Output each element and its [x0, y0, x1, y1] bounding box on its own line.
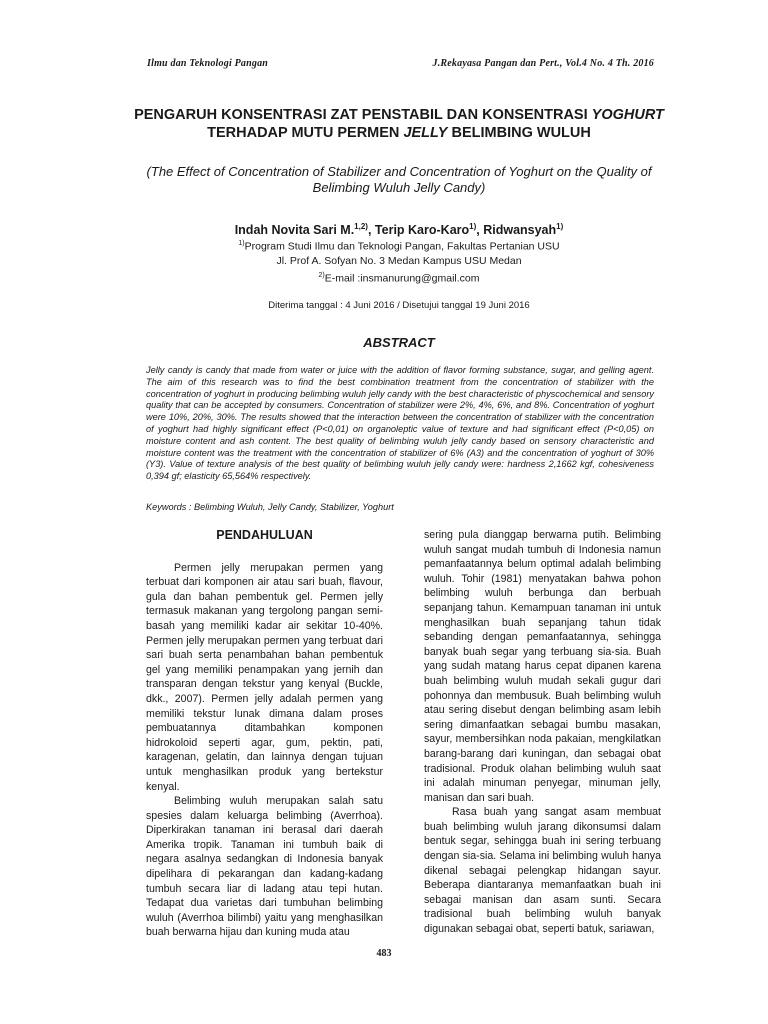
left-column [146, 528, 383, 940]
header-journal-section: Ilmu dan Teknologi Pangan [147, 58, 269, 69]
page-number: 483 [376, 948, 392, 959]
header-journal-citation: J.Rekayasa Pangan dan Pert., Vol.4 No. 4 Th. 2016 [432, 58, 654, 69]
abstract-body: Jelly candy is candy that made from water or juice with the addition of flavor forming substance, sugar, and gelling agent. The aim of this research was to find the best combination treatment from the concentration of stabilizer with the concentration of yoghurt in producing belimbing wuluh jelly candy with the best characteristic of physcochemical and sensory quality that can be accepted by consumers. Concentration of stabilizer were 2%, 4%, 6%, and 8%. Concentration of yoghurt were 10%, 20%, 30%. The results showed that the interaction between the concentration of stabilizer with the concentration of yoghurt had highly significant effect (P<0,01) on organoleptic value of texture and had significant effect (P<0,05) on moisture content and ash content. The best quality of belimbing wuluh jelly candy based on sensory characteristic and moisture content was the treatment with the concentration of stabilizer of 6% (A3) and the concentration of yoghurt of 30% (Y3). Value of texture analysis of the best quality of belimbing wuluh jelly candy were: hardness 2,1662 kgf, cohesiveness 0,394 gf; elasticity 65,564% respectively. [146, 365, 654, 482]
title-line-2: TERHADAP MUTU PERMEN JELLY BELIMBING WULUH [207, 125, 591, 141]
author-list: Indah Novita Sari M.$^{1,2)}$, Terip Karo-Karo$^{1)}$, Ridwansyah$^{1)}$ [234, 222, 564, 238]
paragraph: Permen jelly merupakan permen yang terbuat dari komponen air atau sari buah, flavour, gula dan bahan pembentuk gel. Permen jelly termasuk makanan yang tergolong pangan semi-basah yang memiliki kadar air sekitar 10-40%. Permen jelly merupakan permen yang terbuat dari sari buah serta penambahan bahan pembentuk gel yang memiliki penampakan yang jernih dan transparan dengan tekstur yang kenyal (Buckle, dkk., 2007). Permen jelly adalah permen yang memiliki tekstur lunak dimana dalam proses pembuatannya ditambahkan komponen hidrokoloid seperti agar, gum, pektin, pati, karagenan, gelatin, dan lainnya dengan tujuan untuk menghasilkan produk yang bertekstur kenyal. [146, 561, 383, 793]
affiliation-line-2: Jl. Prof A. Sofyan No. 3 Medan Kampus USU Medan [276, 255, 522, 267]
right-column [424, 528, 661, 937]
paragraph: sering pula dianggap berwarna putih. Belimbing wuluh sangat mudah tumbuh di Indonesia namun pemanfaatannya belum optimal adalah belimbing wuluh. Tohir (1981) menyatakan bahwa pohon belimbing wuluh berbunga dan berbuah sepanjang tahun. Kemampuan tanaman ini untuk menghasilkan buah sepanjang tahun tidak sebanding dengan pemanfaatannya, sehingga banyak buah segar yang terbuang sia-sia. Buah yang sudah matang harus cepat dipanen karena buah belimbing wuluh mudah sekali gugur dari pohonnya dan membusuk. Buah belimbing wuluh atau sering disebut dengan belimbing asam lebih sering dimanfaatkan sebagai bumbu masakan, sayur, membersihkan noda pakaian, mengkilatkan barang-barang dari kuningan, dan sebagai obat tradisional. Produk olahan belimbing wuluh saat ini adalah minuman penyegar, minuman jelly, manisan dan sari buah. [424, 529, 661, 804]
running-header [147, 58, 654, 69]
keywords: Keywords : Belimbing Wuluh, Jelly Candy, Stabilizer, Yoghurt [146, 502, 394, 512]
received-accepted-dates: Diterima tanggal : 4 Juni 2016 / Disetujui tanggal 19 Juni 2016 [268, 300, 530, 311]
paragraph: Rasa buah yang sangat asam membuat buah belimbing wuluh jarang dikonsumsi dalam bentuk segar, sehingga buah ini sering terbuang dengan sia-sia. Selama ini belimbing wuluh hanya dikenal sebagai pelengkap hidangan sayur. Beberapa diantaranya memanfaatkan buah ini sebagai manisan dan asam sunti. Secara tradisional buah belimbing wuluh banyak digunakan sebagai obat, seperti batuk, sariawan, [424, 806, 661, 936]
title-line-1: PENGARUH KONSENTRASI ZAT PENSTABIL DAN KONSENTRASI YOGHURT [134, 107, 664, 123]
paper-title [110, 106, 688, 142]
email-line: $^{2)}$E-mail :insmanurung@gmail.com [318, 271, 480, 284]
affiliation-line-1: $^{1)}$Program Studi Ilmu dan Teknologi Pangan, Fakultas Pertanian USU [238, 240, 560, 253]
paragraph: Belimbing wuluh merupakan salah satu spesies dalam keluarga belimbing (Averrhoa). Diperkirakan tanaman ini berasal dari daerah Amerika tropik. Tanaman ini tumbuh baik di negara asalnya sedangkan di Indonesia banyak dipelihara di pekarangan dan kadang-kadang tumbuh secara liar di ladang atau tepi hutan. Tedapat dua varietas dari tumbuhan belimbing wuluh (Averrhoa bilimbi) yaitu yang menghasilkan buah berwarna hijau dan kuning muda atau [146, 795, 383, 939]
section-heading-pendahuluan: PENDAHULUAN [216, 528, 313, 542]
abstract-heading: ABSTRACT [363, 335, 435, 350]
english-title: (The Effect of Concentration of Stabilizer and Concentration of Yoghurt on the Quality of Belimbing Wuluh Jelly Candy) [146, 164, 652, 195]
affiliations [100, 237, 698, 286]
